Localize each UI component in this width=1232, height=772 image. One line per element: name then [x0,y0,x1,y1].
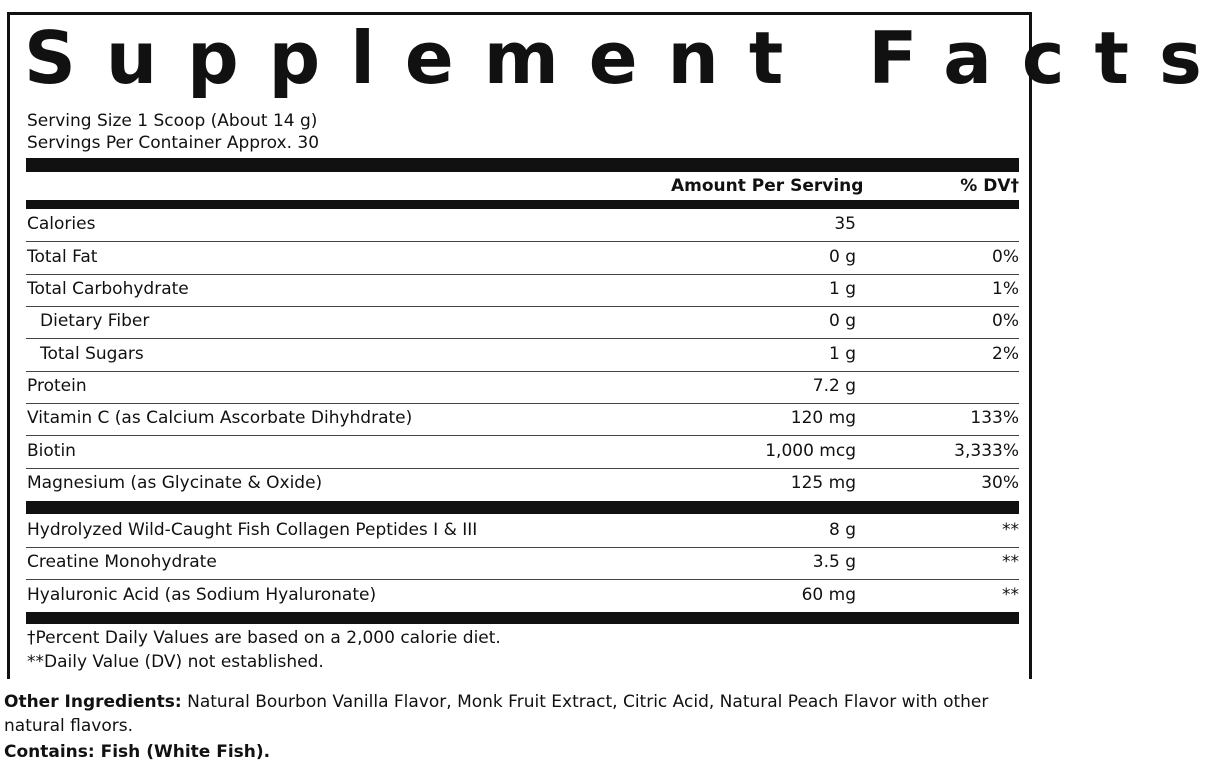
nutrient-name: Total Carbohydrate [27,279,189,299]
nutrient-dv: 0% [992,247,1019,267]
ingredient-name: Hyaluronic Acid (as Sodium Hyaluronate) [27,585,377,605]
ingredient-dv: ** [1002,552,1019,572]
nutrient-row [26,306,1019,339]
nutrient-amount: 0 g [828,311,856,331]
panel-title: Supplement Facts [24,16,1232,100]
section-divider [26,501,1019,514]
allergen-statement: Contains: Fish (White Fish). [4,742,271,762]
ingredient-row [26,515,1019,548]
nutrient-dv: 2% [992,344,1019,364]
ingredient-row [26,547,1019,580]
ingredient-name: Creatine Monohydrate [27,552,217,572]
nutrient-name: Dietary Fiber [40,311,150,331]
nutrient-amount: 1 g [828,344,856,364]
nutrient-amount: 35 [834,214,856,234]
nutrient-amount: 120 mg [790,408,856,428]
nutrient-row [26,403,1019,436]
nutrient-row [26,209,1019,242]
nutrient-name: Magnesium (as Glycinate & Oxide) [27,473,323,493]
ingredient-amount: 60 mg [801,585,856,605]
not-established-footnote: **Daily Value (DV) not established. [27,652,324,672]
nutrient-dv: 0% [992,311,1019,331]
nutrient-row [26,242,1019,275]
ingredient-row [26,580,1019,612]
nutrient-amount: 125 mg [790,473,856,493]
nutrient-dv: 3,333% [954,441,1019,461]
header-divider [26,200,1019,209]
nutrient-name: Vitamin C (as Calcium Ascorbate Dihyhdrate) [27,408,413,428]
footer-divider [26,612,1019,624]
nutrient-amount: 1,000 mcg [765,441,856,461]
nutrient-name: Calories [27,214,96,234]
ingredient-name: Hydrolyzed Wild-Caught Fish Collagen Peptides I & III [27,520,478,540]
ingredient-amount: 8 g [828,520,856,540]
nutrient-dv: 133% [970,408,1019,428]
ingredient-amount: 3.5 g [812,552,856,572]
nutrient-amount: 7.2 g [812,376,856,396]
nutrient-name: Protein [27,376,87,396]
nutrient-amount: 0 g [828,247,856,267]
thick-divider [26,158,1019,172]
nutrient-dv: 1% [992,279,1019,299]
nutrient-row [26,274,1019,307]
nutrient-name: Total Fat [27,247,98,267]
nutrient-name: Biotin [27,441,76,461]
nutrient-name: Total Sugars [40,344,144,364]
nutrient-dv: 30% [981,473,1019,493]
nutrient-row [26,371,1019,404]
other-ingredients [4,690,1039,738]
nutrient-row [26,339,1019,372]
ingredient-dv: ** [1002,585,1019,605]
other-ingredients-label: Other Ingredients: [4,692,182,712]
other-ingredients-text: Natural Bourbon Vanilla Flavor, Monk Fruit Extract, Citric Acid, Natural Peach Flavor with other natural flavors. [4,692,989,736]
servings-per-container: Servings Per Container Approx. 30 [27,133,320,153]
dv-footnote: †Percent Daily Values are based on a 2,000 calorie diet. [27,628,501,648]
ingredient-dv: ** [1002,520,1019,540]
nutrient-amount: 1 g [828,279,856,299]
serving-size: Serving Size 1 Scoop (About 14 g) [27,111,318,131]
nutrient-row [26,468,1019,500]
nutrient-row [26,436,1019,469]
daily-value-header: % DV† [960,176,1019,196]
amount-per-serving-header: Amount Per Serving [671,176,864,196]
